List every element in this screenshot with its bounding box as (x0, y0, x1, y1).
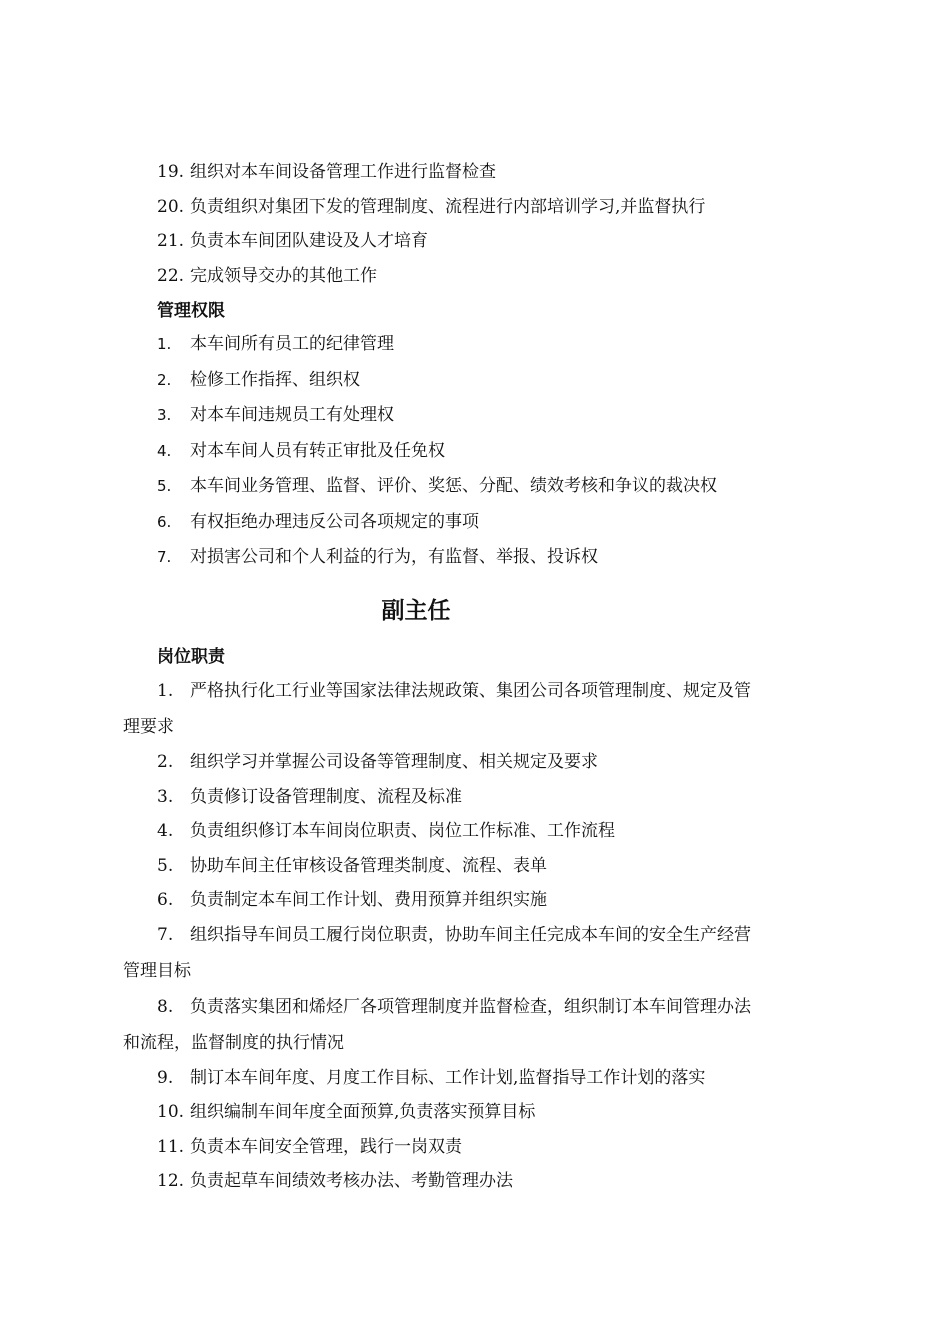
item-number: 11. (157, 1137, 185, 1157)
item-number: 8. (157, 997, 174, 1017)
item-text: 对本车间人员有转正审批及任免权 (190, 441, 445, 461)
item-text: 组织指导车间员工履行岗位职责，协助车间主任完成本车间的安全生产经营 (190, 925, 751, 945)
item-text: 协助车间主任审核设备管理类制度、流程、表单 (190, 856, 547, 876)
item-text: 负责落实集团和烯烃厂各项管理制度并监督检查，组织制订本车间管理办法 (190, 997, 751, 1017)
section-title: 副主任 (381, 598, 451, 624)
item-number: 6. (157, 890, 174, 910)
item-text: 有权拒绝办理违反公司各项规定的事项 (190, 512, 479, 532)
item-continuation: 管理目标 (123, 961, 191, 981)
item-number: 6. (157, 513, 172, 531)
item-number: 7. (157, 925, 174, 945)
section-heading: 岗位职责 (157, 647, 225, 667)
item-text: 负责组织修订本车间岗位职责、岗位工作标准、工作流程 (190, 821, 615, 841)
item-text: 严格执行化工行业等国家法律法规政策、集团公司各项管理制度、规定及管 (190, 681, 751, 701)
item-text: 本车间所有员工的纪律管理 (190, 334, 394, 354)
item-number: 22. (157, 266, 185, 286)
item-text: 组织学习并掌握公司设备等管理制度、相关规定及要求 (190, 752, 598, 772)
item-text: 本车间业务管理、监督、评价、奖惩、分配、绩效考核和争议的裁决权 (190, 476, 717, 496)
item-number: 21. (157, 231, 185, 251)
item-number: 3. (157, 787, 174, 807)
item-number: 1. (157, 681, 174, 701)
item-number: 12. (157, 1171, 185, 1191)
item-number: 9. (157, 1068, 174, 1088)
item-number: 10. (157, 1102, 185, 1122)
item-number: 2. (157, 371, 172, 389)
item-number: 2. (157, 752, 174, 772)
item-text: 制订本车间年度、月度工作目标、工作计划,监督指导工作计划的落实 (190, 1068, 706, 1088)
item-text: 负责修订设备管理制度、流程及标准 (190, 787, 462, 807)
item-number: 5. (157, 856, 174, 876)
section-heading: 管理权限 (157, 301, 225, 321)
item-text: 对损害公司和个人利益的行为，有监督、举报、投诉权 (190, 547, 598, 567)
item-number: 19. (157, 162, 185, 182)
item-text: 检修工作指挥、组织权 (190, 370, 360, 390)
item-text: 负责本车间团队建设及人才培育 (190, 231, 428, 251)
item-text: 完成领导交办的其他工作 (190, 266, 377, 286)
item-number: 4. (157, 442, 172, 460)
item-text: 负责组织对集团下发的管理制度、流程进行内部培训学习,并监督执行 (190, 197, 706, 217)
item-continuation: 和流程，监督制度的执行情况 (123, 1033, 344, 1053)
item-text: 组织编制车间年度全面预算,负责落实预算目标 (190, 1102, 536, 1122)
item-text: 负责本车间安全管理，践行一岗双责 (190, 1137, 462, 1157)
item-text: 负责起草车间绩效考核办法、考勤管理办法 (190, 1171, 513, 1191)
item-text: 对本车间违规员工有处理权 (190, 405, 394, 425)
item-number: 5. (157, 477, 172, 495)
item-text: 负责制定本车间工作计划、费用预算并组织实施 (190, 890, 547, 910)
item-number: 20. (157, 197, 185, 217)
item-number: 7. (157, 548, 172, 566)
item-text: 组织对本车间设备管理工作进行监督检查 (190, 162, 496, 182)
item-number: 4. (157, 821, 174, 841)
item-number: 3. (157, 406, 172, 424)
item-number: 1. (157, 335, 172, 353)
item-continuation: 理要求 (123, 717, 174, 737)
